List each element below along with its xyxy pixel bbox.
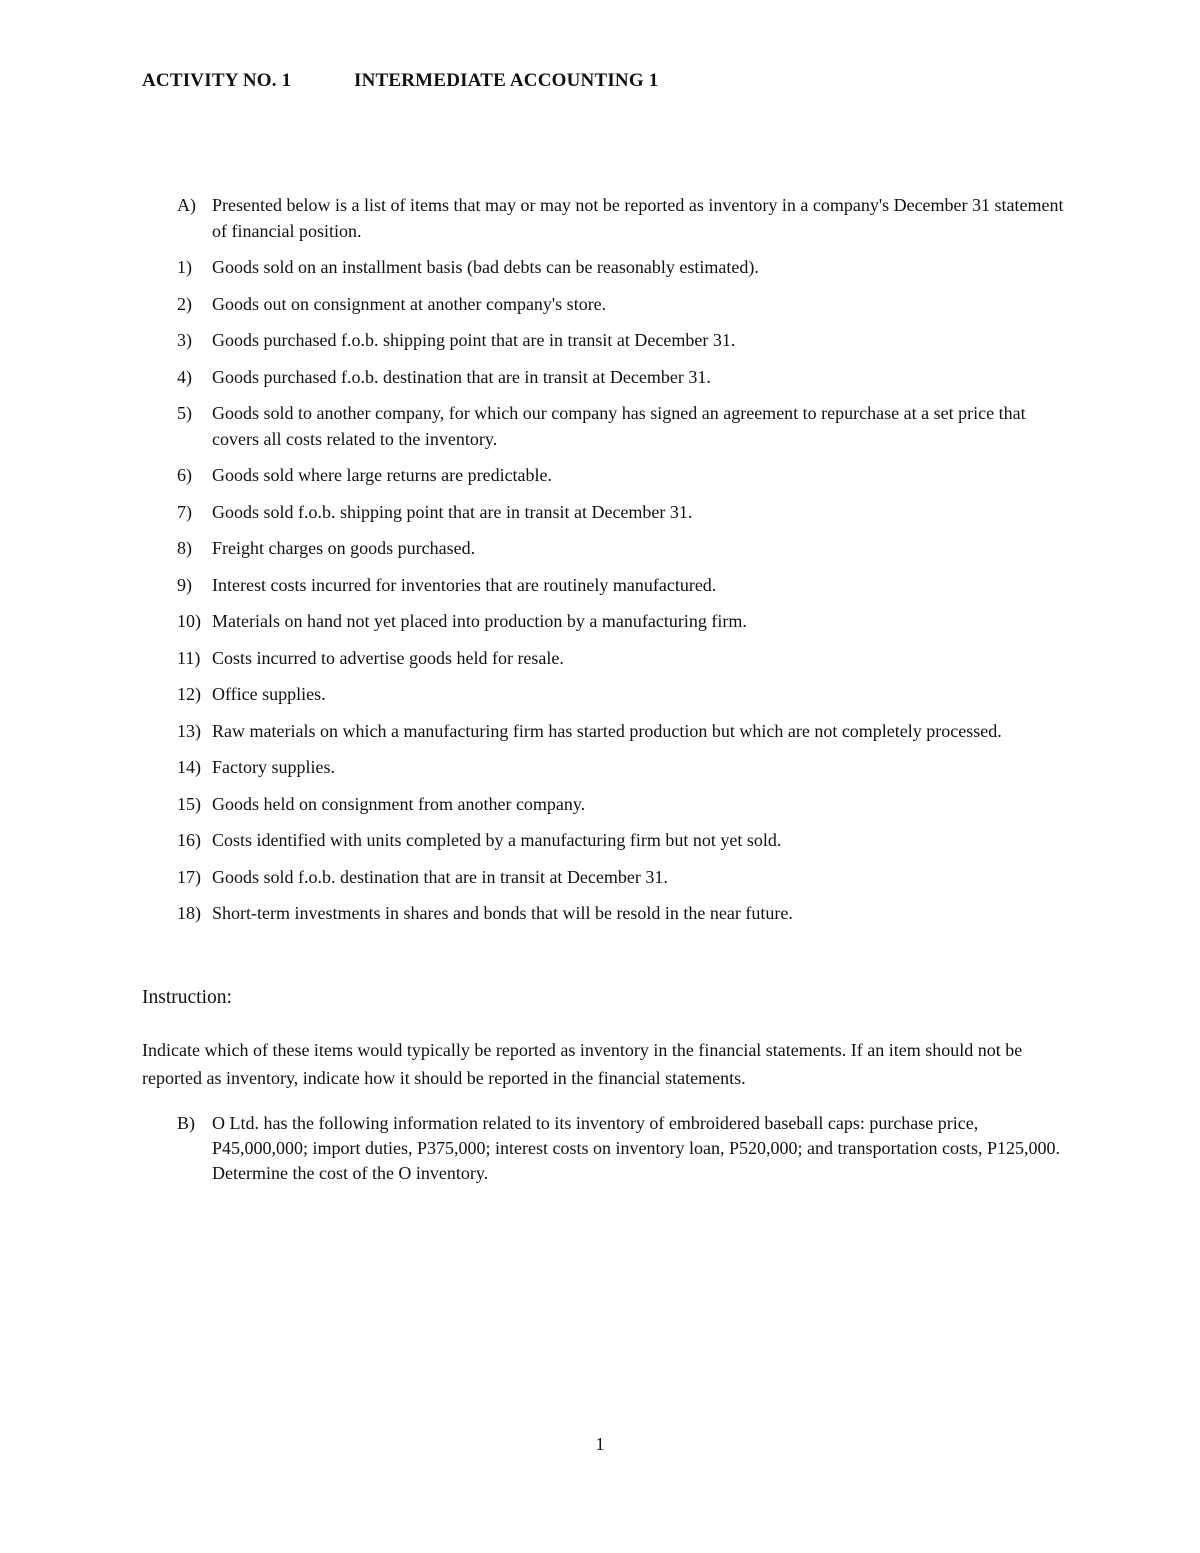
- list-item: [177, 328, 1077, 354]
- activity-title: ACTIVITY NO. 1: [142, 70, 292, 91]
- item-text: Goods sold f.o.b. shipping point that are in transit at December 31.: [212, 501, 693, 522]
- list-item: [177, 365, 1077, 391]
- item-number: 11): [177, 647, 201, 668]
- section-b-item: [177, 1111, 1077, 1186]
- item-text: Goods sold on an installment basis (bad debts can be reasonably estimated).: [212, 257, 759, 277]
- list-item: [177, 828, 1077, 854]
- item-text: Costs incurred to advertise goods held for resale.: [212, 647, 564, 668]
- item-text: Goods sold where large returns are predictable.: [212, 465, 553, 485]
- item-text: Factory supplies.: [212, 757, 335, 777]
- page-number: 1: [595, 1434, 605, 1454]
- instruction-heading: Instruction:: [142, 987, 232, 1008]
- item-number: 6): [177, 465, 192, 485]
- item-number: 10): [177, 611, 201, 631]
- item-text: Short-term investments in shares and bonds that will be resold in the near future.: [212, 903, 793, 923]
- section-b-text: O Ltd. has the following information related to its inventory of embroidered baseball caps: purchase price, P45,000,000; import duties, P375,000; interest costs on inventory loan, P520,000; and transportation costs, P125,000. Determine the cost of the O inventory.: [212, 1113, 1060, 1183]
- item-text: Goods purchased f.o.b. shipping point that are in transit at December 31.: [212, 330, 736, 350]
- item-number: 9): [177, 574, 192, 595]
- item-text: Materials on hand not yet placed into production by a manufacturing firm.: [212, 611, 747, 631]
- item-number: 15): [177, 793, 201, 814]
- item-text: Goods held on consignment from another company.: [212, 793, 586, 814]
- list-item: [177, 573, 1077, 599]
- item-text: Goods purchased f.o.b. destination that are in transit at December 31.: [212, 366, 711, 387]
- list-item: [177, 609, 1077, 635]
- list-item: [177, 792, 1077, 818]
- list-item: [177, 755, 1077, 781]
- item-number: 2): [177, 293, 192, 314]
- item-number: 13): [177, 720, 201, 741]
- item-number: 16): [177, 830, 201, 850]
- list-item: [177, 646, 1077, 672]
- list-item: [177, 865, 1077, 891]
- list-item: [177, 401, 1077, 452]
- item-text: Office supplies.: [212, 684, 326, 704]
- list-item: [177, 500, 1077, 526]
- item-number: 17): [177, 866, 201, 887]
- section-marker: A): [177, 195, 196, 215]
- item-number: 4): [177, 366, 192, 387]
- item-text: Goods out on consignment at another company's store.: [212, 293, 607, 314]
- item-number: 8): [177, 538, 192, 558]
- item-text: Raw materials on which a manufacturing firm has started production but which are not completely processed.: [212, 720, 1002, 741]
- list-item: [177, 292, 1077, 318]
- course-title: INTERMEDIATE ACCOUNTING 1: [354, 70, 659, 91]
- inventory-item-list: [177, 255, 1077, 927]
- item-number: 3): [177, 330, 192, 350]
- page-header: [142, 70, 659, 92]
- item-number: 5): [177, 403, 192, 423]
- item-text: Freight charges on goods purchased.: [212, 538, 476, 558]
- item-number: 18): [177, 903, 201, 923]
- list-item: [177, 682, 1077, 708]
- section-intro-text: Presented below is a list of items that may or may not be reported as inventory in a company's December 31 statement of financial position.: [212, 195, 1064, 241]
- section-a-intro: [177, 193, 1077, 244]
- section-a: [177, 193, 1077, 938]
- item-text: Goods sold f.o.b. destination that are in transit at December 31.: [212, 866, 668, 887]
- list-item: [177, 536, 1077, 562]
- item-number: 14): [177, 757, 201, 777]
- item-text: Interest costs incurred for inventories that are routinely manufactured.: [212, 574, 717, 595]
- item-number: 1): [177, 257, 192, 277]
- instruction-text: Indicate which of these items would typically be reported as inventory in the financial statements. If an item should not be reported as inventory, indicate how it should be reported in the financial statements.: [142, 1040, 1023, 1088]
- item-text: Goods sold to another company, for which our company has signed an agreement to repurchase at a set price that covers all costs related to the inventory.: [212, 403, 1026, 449]
- list-item: [177, 719, 1077, 745]
- item-text: Costs identified with units completed by a manufacturing firm but not yet sold.: [212, 830, 782, 850]
- item-number: 7): [177, 501, 192, 522]
- section-b: [177, 1111, 1077, 1197]
- list-item: [177, 255, 1077, 281]
- section-marker: B): [177, 1113, 195, 1133]
- item-number: 12): [177, 684, 201, 704]
- list-item: [177, 901, 1077, 927]
- list-item: [177, 463, 1077, 489]
